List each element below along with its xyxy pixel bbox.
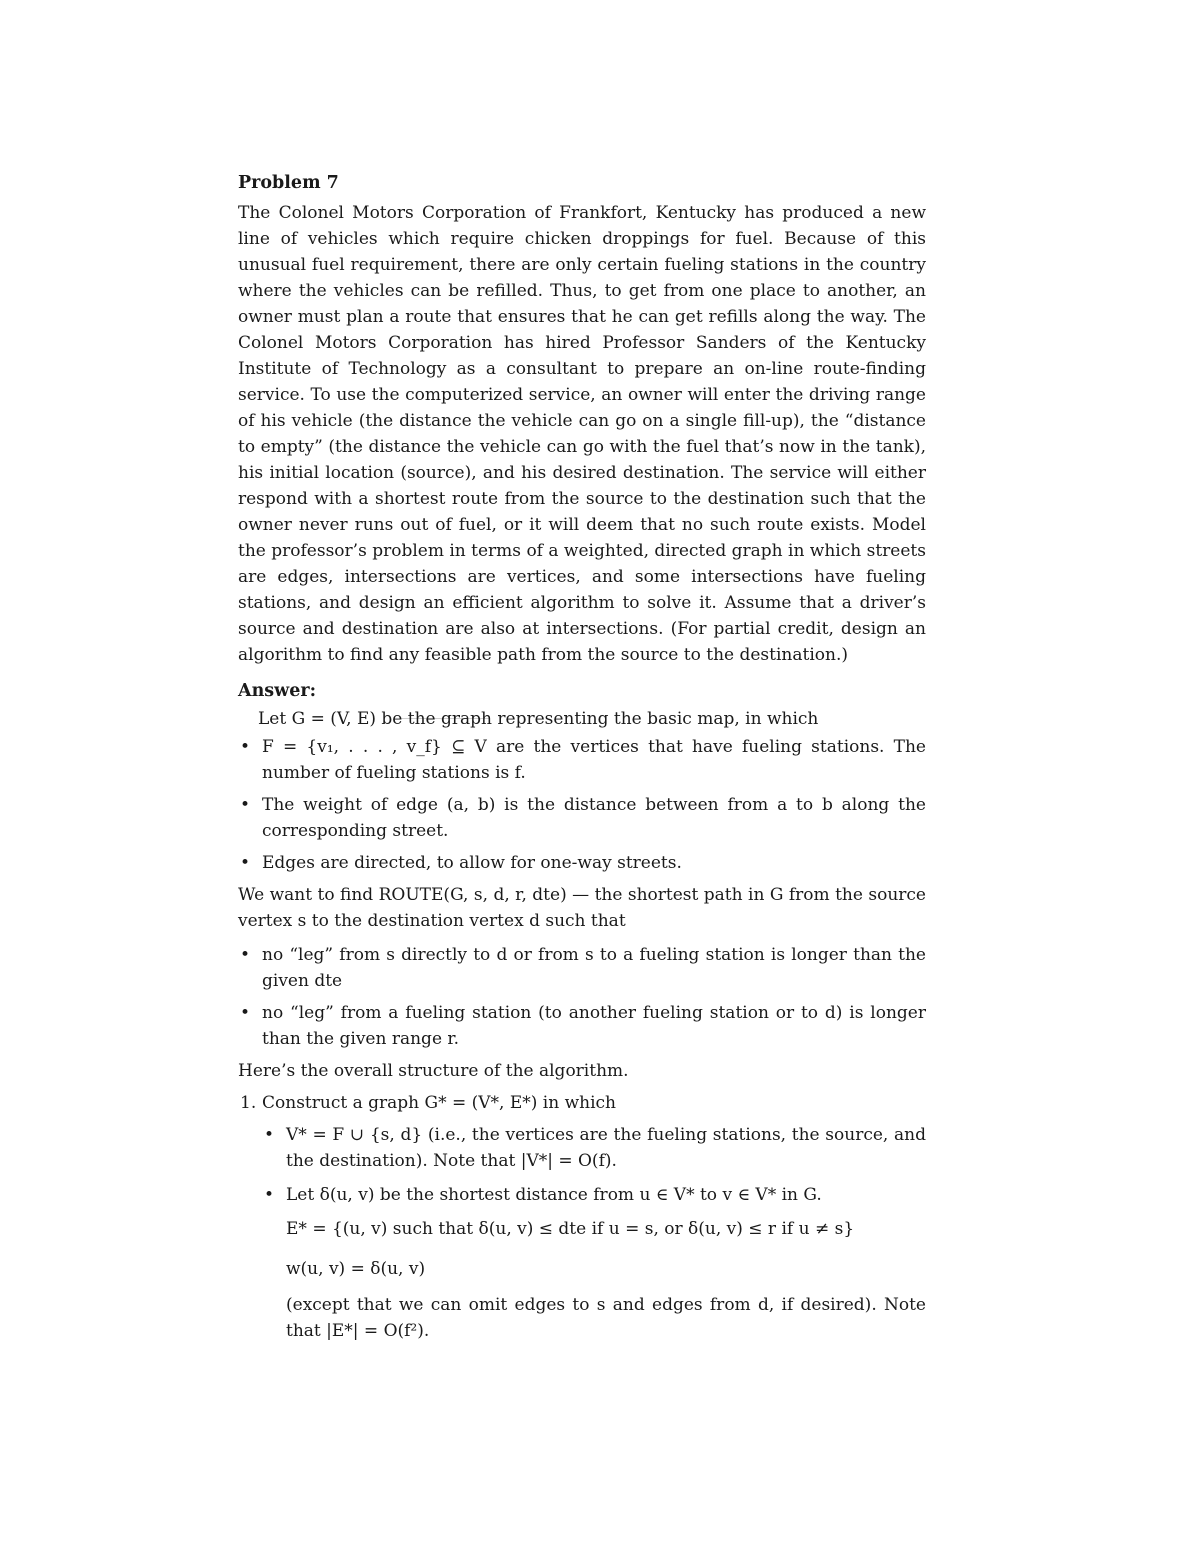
list-item: • no “leg” from a fueling station (to another fueling station or to d) is longer than the given range r. bbox=[238, 1000, 926, 1052]
problem-title: Problem 7 bbox=[238, 173, 339, 193]
answer-intro: Let G = (V, E) be the graph representing the basic map, in which bbox=[258, 709, 819, 729]
document-body bbox=[238, 170, 926, 1344]
edge-set-definition: E* = {(u, v) such that δ(u, v) ≤ dte if u = s, or δ(u, v) ≤ r if u ≠ s} bbox=[286, 1219, 855, 1239]
structure-paragraph: Here’s the overall structure of the algorithm. bbox=[238, 1061, 629, 1081]
weight-definition: w(u, v) = δ(u, v) bbox=[286, 1259, 426, 1279]
step-item bbox=[238, 1090, 926, 1116]
goal-paragraph: We want to find ROUTE(G, s, d, r, dte) — the shortest path in G from the source vertex s to the destination vertex d such that bbox=[238, 885, 926, 931]
list-item: • V* = F ∪ {s, d} (i.e., the vertices are the fueling stations, the source, and the destination). Note that |V*| = O(f). bbox=[262, 1122, 926, 1174]
problem-statement: The Colonel Motors Corporation of Frankfort, Kentucky has produced a new line of vehicles which require chicken droppings for fuel. Because of this unusual fuel requirement, there are only certain fueling stations in the country where the vehicles can be refilled. Thus, to get from one place to another, an owner must plan a route that ensures that he can get refills along the way. The Colonel Motors Corporation has hired Professor Sanders of the Kentucky Institute of Technology as a consultant to prepare an on-line route-finding service. To use the computerized service, an owner will enter the driving range of his vehicle (the distance the vehicle can go on a single fill-up), the “distance to empty” (the distance the vehicle can go with the fuel that’s now in the tank), his initial location (source), and his desired destination. The service will either respond with a shortest route from the source to the destination such that the owner never runs out of fuel, or it will deem that no such route exists. Model the professor’s problem in terms of a weighted, directed graph in which streets are edges, intersections are vertices, and some intersections have fueling stations, and design an efficient algorithm to solve it. Assume that a driver’s source and destination are also at intersections. (For partial credit, design an algorithm to find any feasible path from the source to the destination.) bbox=[238, 203, 926, 665]
answer-heading: Answer: bbox=[238, 681, 317, 701]
step-sub-list bbox=[238, 1122, 926, 1208]
list-item: • F = {v₁, . . . , v_f} ⊆ V are the vertices that have fueling stations. The number of fueling stations is f. bbox=[238, 734, 926, 786]
list-item: • Let δ(u, v) be the shortest distance from u ∈ V* to v ∈ V* in G. bbox=[262, 1182, 926, 1208]
list-item: • Edges are directed, to allow for one-way streets. bbox=[238, 850, 926, 876]
conditions-list bbox=[238, 942, 926, 1052]
graph-definition-list bbox=[238, 734, 926, 876]
edge-note: (except that we can omit edges to s and edges from d, if desired). Note that |E*| = O(f²). bbox=[286, 1295, 926, 1341]
step-text: Construct a graph G* = (V*, E*) in which bbox=[262, 1093, 616, 1113]
list-item: • The weight of edge (a, b) is the distance between from a to b along the corresponding street. bbox=[238, 792, 926, 844]
step-number: 1. bbox=[240, 1093, 257, 1113]
algorithm-steps bbox=[238, 1090, 926, 1116]
list-item: • no “leg” from s directly to d or from s to a fueling station is longer than the given dte bbox=[238, 942, 926, 994]
